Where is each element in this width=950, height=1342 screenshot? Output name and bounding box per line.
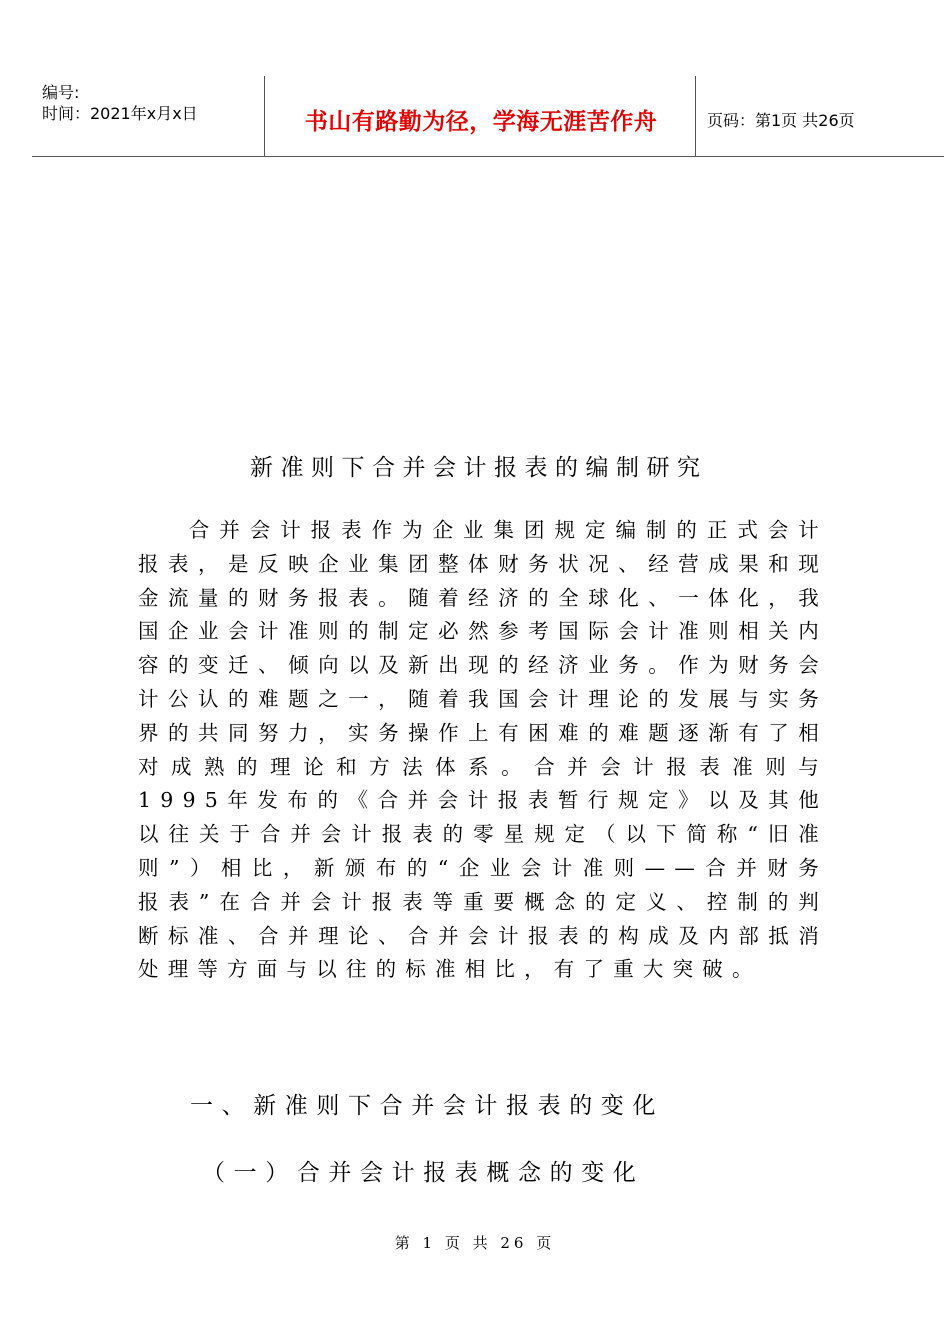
header-motto: 书山有路勤为径，学海无涯苦作舟 [304, 109, 658, 135]
subsection-heading: （一）合并会计报表概念的变化 [202, 1160, 645, 1186]
header-page-info: 页码：第1页 共26页 [707, 111, 855, 130]
page-header [32, 76, 944, 157]
document-title: 新准则下合并会计报表的编制研究 [250, 455, 708, 481]
body-paragraph-text: 合并会计报表作为企业集团规定编制的正式会计报表，是反映企业集团整体财务状况、经营成果和现金流量的财务报表。随着经济的全球化、一体化，我国企业会计准则的制定必然参考国际会计准则相关内容的变迁、倾向以及新出现的经济业务。作为财务会计公认的难题之一，随着我国会计理论的发展与实务界的共同努力，实务操作上有困难的难题逐渐有了相对成熟的理论和方法体系。合并会计报表准则与1995年发布的《合并会计报表暂行规定》以及其他以往关于合并会计报表的零星规定（以下简称“旧准则”）相比，新颁布的“企业会计准则——合并财务报表”在合并会计报表等重要概念的定义、控制的判断标准、合并理论、合并会计报表的构成及内部抵消处理等方面与以往的标准相比，有了重大突破。 [138, 518, 828, 982]
time-label: 时间：2021年x月x日 [42, 104, 198, 123]
body-paragraph [138, 514, 828, 987]
header-divider-right [695, 76, 696, 156]
serial-label: 编号: [42, 83, 80, 102]
header-meta [42, 82, 264, 124]
page-footer: 第 1 页 共 26 页 [394, 1234, 556, 1252]
header-divider-left [264, 76, 265, 156]
section-heading: 一、新准则下合并会计报表的变化 [190, 1093, 664, 1119]
